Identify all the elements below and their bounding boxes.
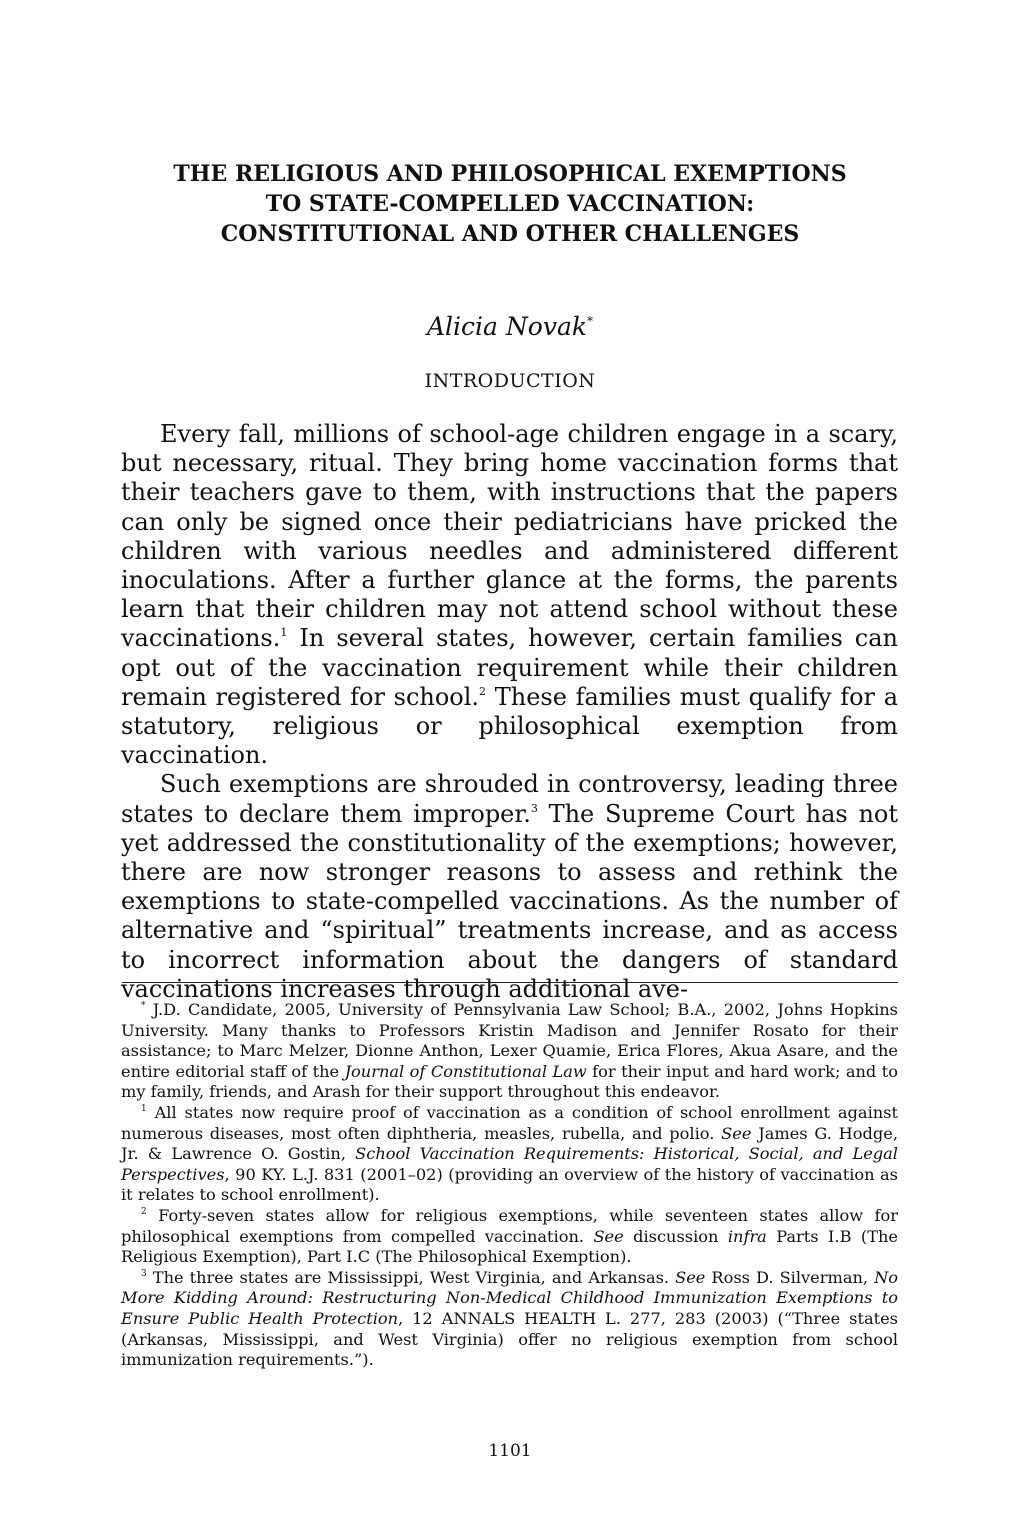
- author-name: Alicia Novak: [427, 312, 587, 341]
- footnote-ref-1: 1: [280, 626, 288, 640]
- body-paragraph-2: Such exemptions are shrouded in controversy, leading three states to declare them improper.$^3$ The Supreme Court has not yet addressed the constitutionality of the exemptions; however, there are now stronger reasons to assess and rethink the exemptions to state-compelled vaccinations. As the number of alternative and “spiritual” treatments increase, and as access to incorrect information about the dangers of standard vaccinations increases through additional ave-: [121, 770, 898, 1003]
- author-byline: [120, 306, 900, 342]
- author-footnote-mark: *: [587, 314, 593, 328]
- body-paragraph-1: Every fall, millions of school-age children engage in a scary, but necessary, ritual. They bring home vaccination forms that their teachers gave to them, with instructions that the papers can only be signed once their pediatricians have pricked the children with various needles and administered different inoculations. After a further glance at the forms, the parents learn that their children may not attend school without these vaccinations.$^1$ In several states, however, certain families can opt out of the vaccination requirement while their children remain registered for school.$^2$ These families must qualify for a statutory, religious or philosophical exemption from vaccination.: [121, 420, 898, 770]
- footnotes: [121, 1000, 898, 1371]
- title-line: THE RELIGIOUS AND PHILOSOPHICAL EXEMPTIONS: [173, 161, 847, 187]
- footnote-divider: [122, 982, 898, 983]
- footnote-ref-2: 2: [479, 684, 487, 698]
- footnote-2: $^2$ Forty-seven states allow for religious exemptions, while seventeen states allow for philosophical exemptions from compelled vaccination. See discussion infra Parts I.B (The Religious Exemption), Part I.C (The Philosophical Exemption).: [121, 1205, 898, 1267]
- footnote-ref-3: 3: [530, 801, 538, 815]
- title-line: TO STATE-COMPELLED VACCINATION:: [265, 191, 755, 217]
- section-heading: INTRODUCTION: [424, 370, 596, 392]
- footnote-1: $^1$ All states now require proof of vaccination as a condition of school enrollment against numerous diseases, most often diphtheria, measles, rubella, and polio. See James G. Hodge, Jr. & Lawrence O. Gostin, School Vaccination Requirements: Historical, Social, and Legal Perspectives, 90 KY. L.J. 831 (2001–02) (providing an overview of the history of vaccination as it relates to school enrollment).: [121, 1102, 898, 1205]
- body-text: [121, 420, 898, 1004]
- footnote-3: $^3$ The three states are Mississippi, West Virginia, and Arkansas. See Ross D. Silverman, No More Kidding Around: Restructuring Non-Medical Childhood Immunization Exemptions to Ensure Public Health Protection, 12 ANNALS HEALTH L. 277, 283 (2003) (“Three states (Arkansas, Mississippi, and West Virginia) offer no religious exemption from school immunization requirements.”).: [121, 1267, 899, 1370]
- article-title: [120, 159, 900, 249]
- footnote-star: * J.D. Candidate, 2005, University of Pennsylvania Law School; B.A., 2002, Johns Hopkins University. Many thanks to Professors Kristin Madison and Jennifer Rosato for their assistance; to Marc Melzer, Dionne Anthon, Lexer Quamie, Erica Flores, Akua Asare, and the entire editorial staff of the Journal of Constitutional Law for their input and hard work; and to my family, friends, and Arash for their support throughout this endeavor.: [121, 1000, 898, 1102]
- page-number: 1101: [488, 1441, 532, 1461]
- title-line: CONSTITUTIONAL AND OTHER CHALLENGES: [220, 221, 800, 247]
